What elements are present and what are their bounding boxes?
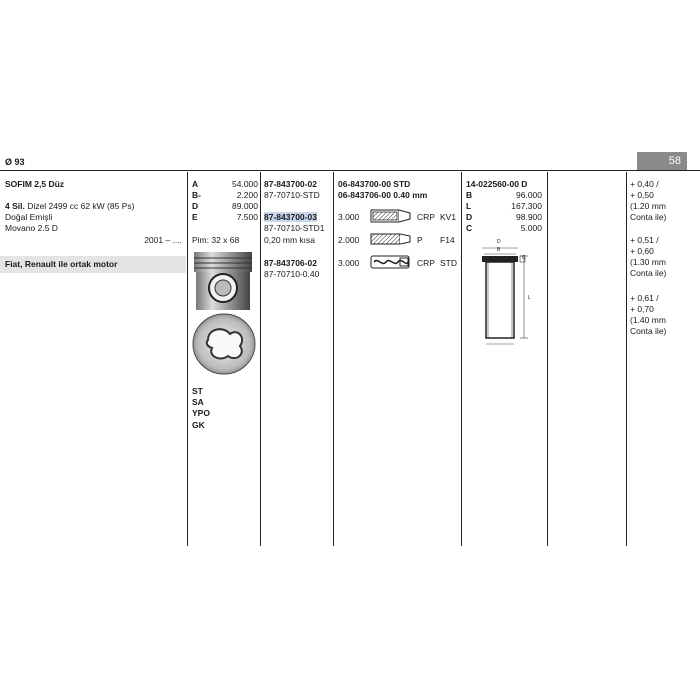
piston-sub-oversize: 87-70710-0.40 [264, 269, 320, 279]
piston-code-oversize: 87-843706-02 [264, 258, 317, 268]
liner-dim-row: B 96.000 [466, 190, 542, 200]
ring-taper-icon [370, 230, 412, 248]
piston-icon [190, 250, 258, 312]
code-gk: GK [192, 420, 205, 430]
ring-type: P [417, 235, 423, 245]
shared-engine-note: Fiat, Renault ile ortak motor [0, 256, 186, 273]
engine-description: Dizel 2499 cc 62 kW (85 Ps) [27, 201, 135, 211]
piston-code-short: 87-843700-03 [264, 212, 317, 222]
piston-code-std: 87-843700-02 [264, 179, 317, 189]
liner-label-c: C [522, 255, 526, 261]
liner-dim-row: C 5.000 [466, 223, 542, 233]
code-ypo: YPO [192, 408, 210, 418]
liner-dim-row: D 98.900 [466, 212, 542, 222]
engine-title: SOFIM 2,5 Düz [5, 179, 65, 189]
aspiration-text: Doğal Emişli [5, 212, 53, 222]
code-sa: SA [192, 397, 204, 407]
piston-sub-short: 87-70710-STD1 [264, 223, 325, 233]
dim-row: E 7.500 [192, 212, 258, 222]
page-number-badge: 58 [637, 152, 687, 170]
ring-width: 3.000 [338, 212, 360, 222]
ring-set-code-oversize: 06-843706-00 0.40 mm [338, 190, 428, 200]
dim-row: D 89.000 [192, 201, 258, 211]
liner-label-l: L [528, 295, 531, 301]
ring-type: CRP [417, 212, 435, 222]
model-years: 2001 – .... [144, 235, 182, 245]
gasket-option: + 0,51 / + 0,60 (1.30 mm Conta ile) [630, 235, 667, 278]
column-divider-1 [187, 172, 188, 546]
ring-width: 3.000 [338, 258, 360, 268]
ring-keystone-icon [370, 207, 412, 225]
dim-row: A 54.000 [192, 179, 258, 189]
vehicle-model: Movano 2.5 D [5, 223, 58, 233]
liner-dim-row: L 167.300 [466, 201, 542, 211]
engine-spec [5, 201, 134, 212]
ring-spec: KV1 [440, 212, 457, 222]
pin-size: Pim: 32 x 68 [192, 235, 240, 245]
piston-short-note: 0,20 mm kısa [264, 235, 316, 245]
ring-width: 2.000 [338, 235, 360, 245]
ring-spec: F14 [440, 235, 455, 245]
bore-diameter-label: Ø 93 [5, 157, 25, 167]
ring-type: CRP [417, 258, 435, 268]
dim-row: B- 2.200 [192, 190, 258, 200]
ring-set-code-std: 06-843700-00 STD [338, 179, 411, 189]
ring-spec: STD [440, 258, 457, 268]
gasket-option: + 0,61 / + 0,70 (1.40 mm Conta ile) [630, 293, 667, 336]
cylinder-count: 4 Sil. [5, 201, 25, 211]
gasket-option: + 0,40 / + 0,50 (1.20 mm Conta ile) [630, 179, 667, 222]
header-rule [0, 170, 700, 171]
piston-sub-std: 87-70710-STD [264, 190, 320, 200]
column-divider-3 [333, 172, 334, 546]
column-divider-6 [626, 172, 627, 546]
liner-label-b: B [497, 247, 501, 253]
piston-top-icon [190, 312, 258, 376]
liner-label-d: D [497, 239, 501, 245]
column-divider-5 [547, 172, 548, 546]
column-divider-4 [461, 172, 462, 546]
code-st: ST [192, 386, 203, 396]
ring-oil-icon [370, 253, 412, 271]
column-divider-2 [260, 172, 261, 546]
liner-code: 14-022560-00 D [466, 179, 528, 189]
